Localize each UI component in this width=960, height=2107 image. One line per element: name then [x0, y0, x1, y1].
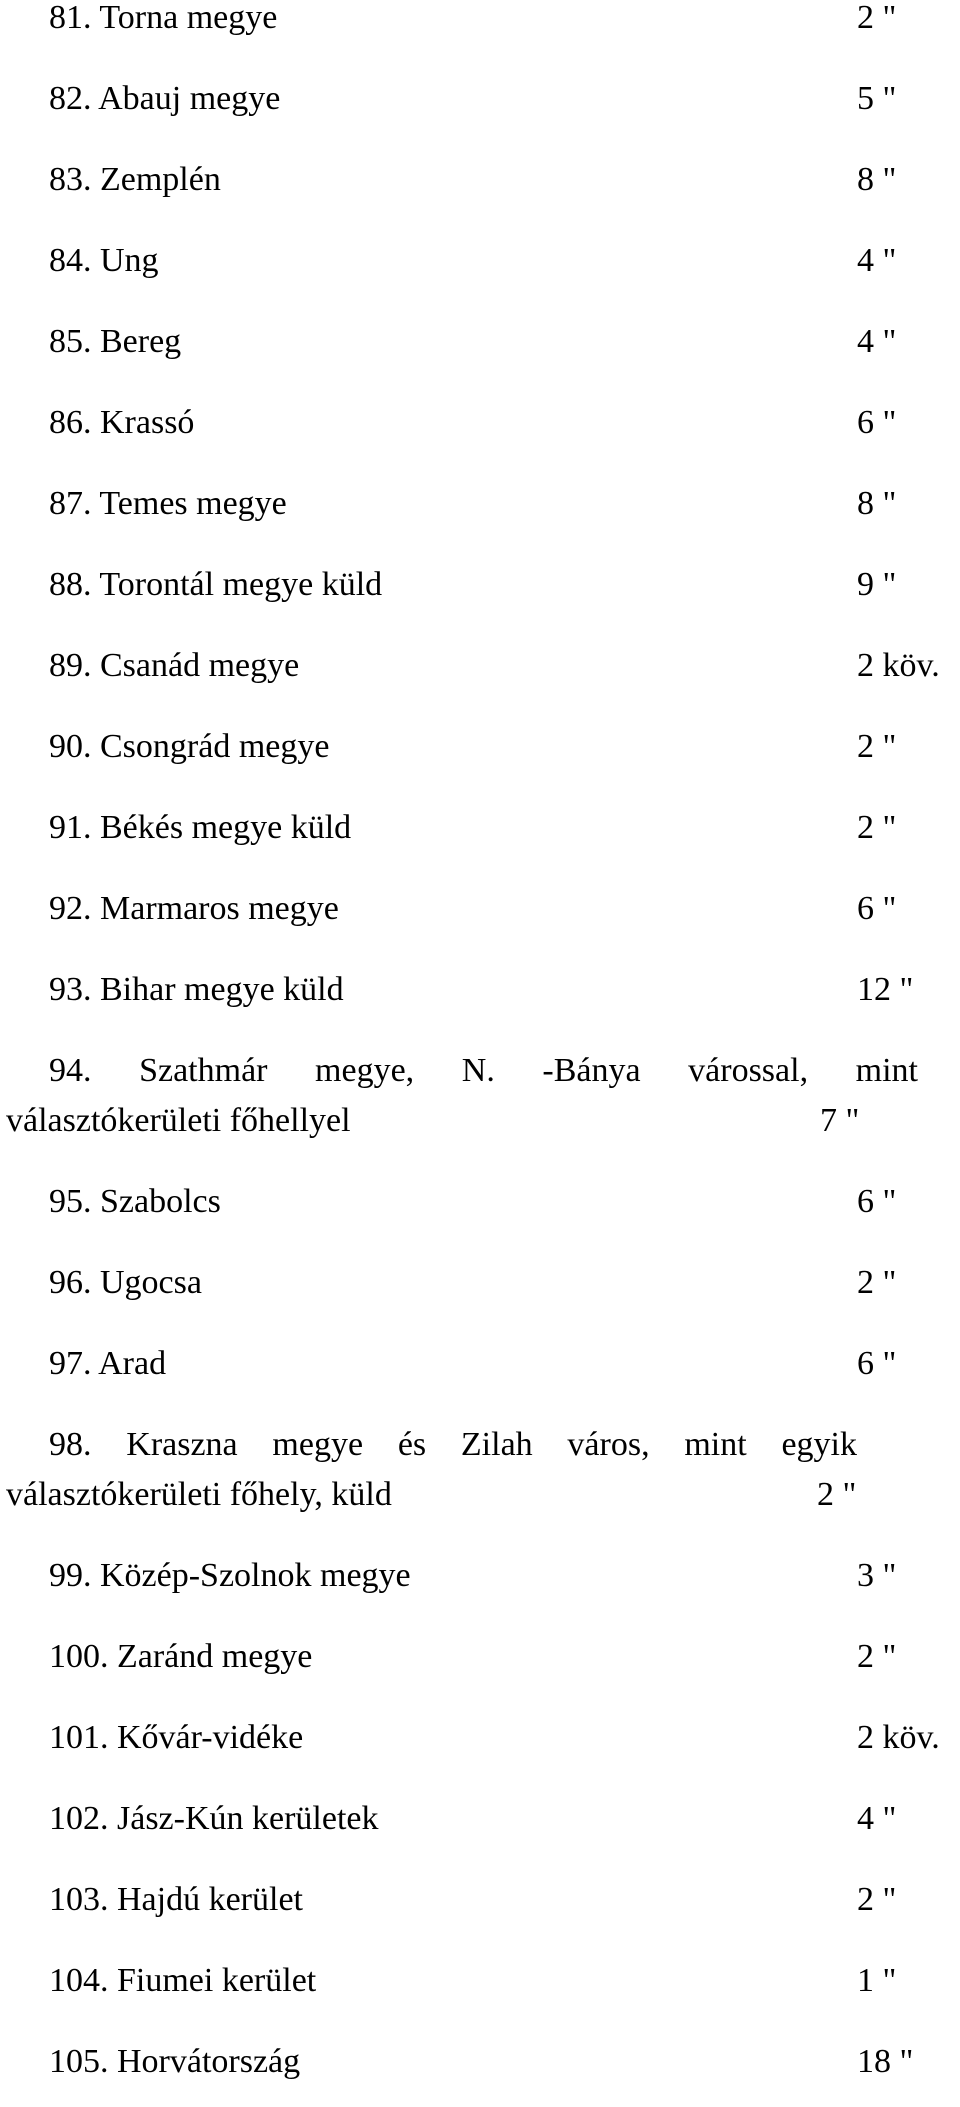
entry-name: 103. Hajdú kerület: [49, 1881, 303, 1918]
entry-value: 3 ": [857, 1557, 897, 1594]
entry-value: 2 ": [857, 0, 897, 36]
entry-value: 2 ": [857, 809, 897, 846]
entry-value: 2 ": [857, 1638, 897, 1675]
entry-name: 87. Temes megye: [49, 485, 287, 522]
entry-name: 95. Szabolcs: [49, 1183, 221, 1220]
entry-name: 91. Békés megye küld: [49, 809, 352, 846]
entry-value: 1 ": [857, 1962, 897, 1999]
entry-name: 92. Marmaros megye: [49, 890, 339, 927]
entry-name: 105. Horvátország: [49, 2043, 301, 2080]
entry-name: 102. Jász-Kún kerületek: [49, 1800, 379, 1837]
entry-name: 86. Krassó: [49, 404, 195, 441]
entry-name: 83. Zemplén: [49, 161, 221, 198]
entry-value: 5 ": [857, 80, 897, 117]
entry-name: 93. Bihar megye küld: [49, 971, 344, 1008]
entry-line-second: választókerületi főhellyel: [6, 1102, 351, 1139]
entry-value: 9 ": [857, 566, 897, 603]
entry-value: 2 ": [857, 728, 897, 765]
entry-line-first: 98. Kraszna megye és Zilah város, mint egyik: [49, 1426, 857, 1463]
entry-value: 6 ": [857, 1345, 897, 1382]
entry-value: 6 ": [857, 404, 897, 441]
entry-value: 4 ": [857, 1800, 897, 1837]
entry-line-first: 94. Szathmár megye, N. -Bánya várossal, mint: [49, 1052, 918, 1089]
entry-name: 97. Arad: [49, 1345, 167, 1382]
entry-name: 100. Zaránd megye: [49, 1638, 313, 1675]
entry-name: 88. Torontál megye küld: [49, 566, 383, 603]
entry-value: 7 ": [820, 1102, 860, 1139]
entry-value: 2 ": [857, 1264, 897, 1301]
entry-name: 90. Csongrád megye: [49, 728, 330, 765]
entry-value: 2 ": [817, 1476, 857, 1513]
entry-value: 4 ": [857, 242, 897, 279]
entry-name: 89. Csanád megye: [49, 647, 300, 684]
entry-value: 12 ": [857, 971, 914, 1008]
entry-value: 4 ": [857, 323, 897, 360]
entry-name: 84. Ung: [49, 242, 159, 279]
entry-value: 2 köv.: [857, 647, 940, 684]
entry-value: 18 ": [857, 2043, 914, 2080]
entry-value: 6 ": [857, 1183, 897, 1220]
entry-value: 8 ": [857, 161, 897, 198]
entry-name: 104. Fiumei kerület: [49, 1962, 317, 1999]
entry-value: 6 ": [857, 890, 897, 927]
entry-line-second: választókerületi főhely, küld: [6, 1476, 392, 1513]
entry-name: 101. Kővár-vidéke: [49, 1719, 304, 1756]
entry-name: 82. Abauj megye: [49, 80, 281, 117]
entry-value: 2 köv.: [857, 1719, 940, 1756]
entry-name: 99. Közép-Szolnok megye: [49, 1557, 411, 1594]
entry-name: 81. Torna megye: [49, 0, 278, 36]
entry-value: 2 ": [857, 1881, 897, 1918]
entry-value: 8 ": [857, 485, 897, 522]
entry-name: 85. Bereg: [49, 323, 182, 360]
entry-name: 96. Ugocsa: [49, 1264, 202, 1301]
